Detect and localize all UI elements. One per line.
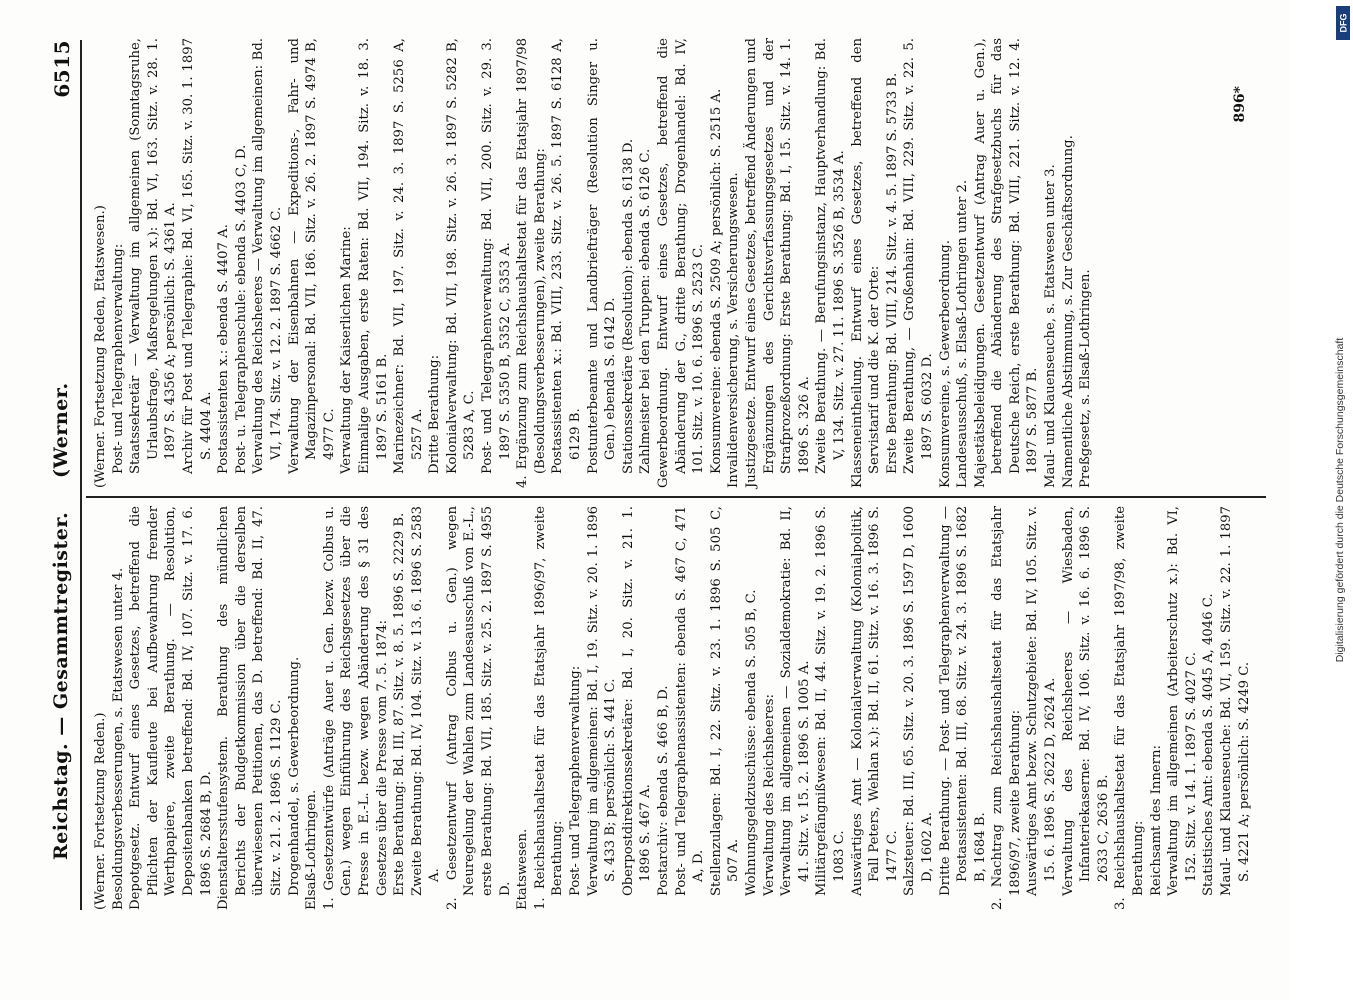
index-entry: Besoldungsverbesserungen, s. Etatswesen unter 4. — [110, 567, 126, 910]
index-entry: 2. Nachtrag zum Reichshaushaltsetat für das Etatsjahr 1896/97, zweite Berathung: — [990, 506, 1023, 910]
index-entry: Post- und Telegraphenverwaltung: — [110, 243, 126, 474]
dfg-logo — [1336, 6, 1350, 40]
index-entry: Stationssekretäre (Resolution): ebenda S. 6138 D. — [620, 138, 636, 474]
index-entry: Staatssekretär — Verwaltung im allgemeinen (Sonntagsruhe, Urlaubsfrage, Maßregelungen x.): Bd. VI, 163. Sitz. v. 28. 1. 1897 S. 4356 A; persönlich: S. 4361 A. — [128, 38, 179, 474]
index-entry: (Werner. Fortsetzung Reden, Etatswesen.) — [93, 205, 108, 488]
index-entry: Maul- und Klauenseuche, s. Etatswesen unter 3. — [1043, 164, 1059, 488]
index-entry: Post- und Telegraphenverwaltung: — [568, 665, 584, 896]
index-entry: Majestätsbeleidigungen. Gesetzentwurf (Antrag Auer u. Gen.), betreffend die Abänderung des Strafgesetzbuchs für das Deutsche Reich, erste Berathung: Bd. VIII, 221. Sitz. v. 12. 4. 1897 S. 5877 B. — [972, 38, 1041, 488]
index-entry: Konsumvereine, s. Gewerbeordnung. — [937, 240, 953, 488]
index-entry: Oberpostdirektionssekretäre: Bd. I, 20. Sitz. v. 21. 1. 1896 S. 467 A. — [620, 506, 654, 896]
index-entry: Auswärtiges Amt — Kolonialverwaltung (Kolonialpolitik, Fall Peters, Wehlan x.): Bd. II, 61. Sitz. v. 16. 3. 1896 S. 1477 C. — [849, 506, 900, 896]
index-entry: Verwaltung im allgemeinen (Arbeiterschutz x.): Bd. VI, 152. Sitz. v. 14. 1. 1897 S. 4027 C. — [1166, 506, 1199, 896]
index-entry: Verwaltung des Reichsheeres: — [761, 694, 777, 896]
running-header-name: (Werner. — [50, 382, 72, 478]
column-divider — [86, 496, 1266, 498]
index-entry: Justizgesetze. Entwurf eines Gesetzes, betreffend Änderungen und Ergänzungen des Gerichtsverfassungsgesetzes und der Strafprozeßordnung: Erste Berathung: Bd. I, 15. Sitz. v. 14. 1. 1896 S. 326 A. — [743, 38, 812, 488]
index-entry: Landesausschuß, s. Elsaß-Lothringen unter 2. — [955, 179, 971, 488]
dfg-logo-text: DFG — [1338, 13, 1348, 33]
index-entry: Verwaltung des Reichsheeres — Wiesbaden, Infanteriekaserne: Bd. IV, 106. Sitz. v. 16. 6. 1896 S. 2633 C, 2636 B. — [1060, 506, 1111, 896]
index-entry: Kolonialverwaltung: Bd. VII, 198. Sitz. v. 26. 3. 1897 S. 5282 B, 5283 A, C. — [444, 38, 478, 474]
index-entry: Postassistenten x.: Bd. VIII, 233. Sitz. v. 26. 5. 1897 S. 6128 A, 6129 B. — [550, 38, 584, 474]
index-entry: 2. Gesetzentwurf (Antrag Colbus u. Gen.) wegen Neuregelung der Wahlen zum Landesausschuß von E.-L., erste Berathung: Bd. VII, 185. Sitz. v. 25. 2. 1897 S. 4955 D. — [444, 506, 513, 910]
index-entry: Verwaltung der Eisenbahnen — Expeditions-, Fahr- und Magazinpersonal: Bd. VII, 186. Sitz. v. 26. 2. 1897 S. 4974 B, 4977 C. — [286, 38, 337, 474]
index-entry: Stellenzulagen: Bd. I, 22. Sitz. v. 23. 1. 1896 S. 505 C, 507 A. — [708, 506, 742, 896]
index-entry: 1. Gesetzentwürfe (Anträge Auer u. Gen. bezw. Colbus u. Gen.) wegen Einführung des Reichsgesetzes über die Presse in E.-L. bezw. wegen Abänderung des § 31 des Gesetzes über die Presse vom 7. 5. 1874: — [321, 506, 390, 910]
index-entry: Verwaltung im allgemeinen — Sozialdemokratie: Bd. II, 41. Sitz. v. 15. 2. 1896 S. 1005 A. — [779, 506, 812, 896]
digitization-note: Digitalisierung gefördert durch die Deutsche Forschungsgemeinschaft — [1334, 337, 1346, 663]
index-entry: Zahlmeister bei den Truppen: ebenda S. 6126 C. — [638, 148, 654, 474]
index-entry: Archiv für Post und Telegraphie: Bd. VI, 165. Sitz. v. 30. 1. 1897 S. 4404 A. — [180, 38, 214, 474]
index-entry: Post- und Telegraphenassistenten: ebenda S. 467 C, 471 A, D. — [673, 506, 707, 896]
running-header-title: Reichstag. — Gesammtregister. — [50, 511, 72, 860]
header-rule — [80, 40, 82, 910]
index-entry: Konsumvereine: ebenda S. 2509 A; persönlich: S. 2515 A. — [708, 88, 724, 474]
index-entry: 3. Reichshaushaltsetat für das Etatsjahr 1897/98, zweite Berathung: — [1113, 506, 1147, 910]
index-entry: Verwaltung des Reichsheeres — Verwaltung im allgemeinen: Bd. VI, 174. Sitz. v. 12. 2. 1897 S. 4662 C. — [251, 38, 284, 474]
index-entry: Zweite Berathung: Bd. IV, 104. Sitz. v. 13. 6. 1896 S. 2583 A. — [409, 506, 443, 896]
index-entry: 4. Ergänzung zum Reichshaushaltsetat für das Etatsjahr 1897/98 (Besoldungsverbesserungen), zweite Berathung: — [515, 38, 548, 488]
index-entry: Gewerbeordnung. Entwurf eines Gesetzes, betreffend die Abänderung der G., dritte Berathung; Drogenhandel: Bd. IV, 101. Sitz. v. 10. 6. 1896 S. 2523 C. — [656, 38, 707, 488]
index-entry: Marinezeichner: Bd. VII, 197. Sitz. v. 24. 3. 1897 S. 5256 A, 5257 A. — [392, 38, 425, 474]
index-entry: Dritte Berathung. — Post- und Telegraphenverwaltung — Postassistenten: Bd. III, 68. Sitz. v. 24. 3. 1896 S. 1682 B, 1684 B. — [937, 506, 988, 896]
signature-mark: 896* — [1232, 86, 1248, 123]
index-entry: Erste Berathung: Bd. VIII, 214. Sitz. v. 4. 5. 1897 S. 5733 B. — [884, 72, 900, 474]
index-entry: Postarchiv: ebenda S. 466 B, D. — [656, 685, 671, 896]
index-entry: Etatswesen. — [515, 828, 531, 910]
index-entry: Drogenhandel, s. Gewerbeordnung. — [286, 656, 302, 896]
index-entry: Dienstaltersstufensystem. Berathung des mündlichen Berichts der Budgetkommission über die derselben überwiesenen Petitionen, das D. betreffend: Bd. II, 47. Sitz. v. 21. 2. 1896 S. 1129 C. — [216, 506, 284, 910]
index-entry: Wohnungsgeldzuschüsse: ebenda S. 505 B, C. — [743, 589, 759, 896]
left-column — [92, 506, 1253, 910]
index-entry: Erste Berathung: Bd. III, 87. Sitz. v. 8. 5. 1896 S. 2229 B. — [392, 512, 408, 896]
index-entry: Namentliche Abstimmung, s. Zur Geschäftsordnung. — [1060, 135, 1076, 488]
index-entry: Preßgesetz, s. Elsaß-Lothringen. — [1078, 269, 1094, 488]
index-entry: Statistisches Amt: ebenda S. 4045 A, 4046 C. — [1201, 593, 1217, 896]
index-entry: Postunterbeamte und Landbriefträger (Resolution Singer u. Gen.) ebenda S. 6142 D. — [585, 38, 619, 474]
index-entry: Dritte Berathung: — [427, 354, 443, 474]
index-entry: Post- und Telegraphenverwaltung: Bd. VII, 200. Sitz. v. 29. 3. 1897 S. 5350 B, 5352 C, 5353 A. — [480, 38, 513, 474]
index-entry: Verwaltung im allgemeinen: Bd. I, 19. Sitz. v. 20. 1. 1896 S. 433 B; persönlich: S. 441 C. — [585, 506, 619, 896]
index-entry: Salzsteuer: Bd. III, 65. Sitz. v. 20. 3. 1896 S. 1597 D, 1600 D, 1602 A. — [902, 506, 935, 896]
index-entry: (Werner. Fortsetzung Reden.) — [93, 712, 108, 910]
index-entry: Depotgesetz. Entwurf eines Gesetzes, betreffend die Pflichten der Kaufleute bei Aufbewahrung fremder Werthpapiere, zweite Berathung. — Resolution, Depositenbanken betreffend: Bd. IV, 107. Sitz. v. 17. 6. 1896 S. 2684 B, D. — [128, 506, 214, 910]
index-entry: Elsaß-Lothringen. — [304, 789, 320, 910]
index-entry: Postassistenten x.: ebenda S. 4407 A. — [216, 224, 232, 474]
index-entry: Einmalige Ausgaben, erste Raten: Bd. VII, 194. Sitz. v. 18. 3. 1897 S. 5161 B. — [356, 38, 390, 474]
index-entry: Verwaltung der Kaiserlichen Marine: — [339, 226, 355, 474]
page-number: 6515 — [50, 40, 74, 98]
index-entry: Zweite Berathung, — Großenhain: Bd. VIII, 229. Sitz. v. 22. 5. 1897 S. 6032 D. — [902, 38, 935, 474]
index-entry: Klasseneintheilung. Entwurf eines Gesetzes, betreffend den Servistarif und die K. der Orte: — [849, 38, 883, 488]
index-entry: Post- u. Telegraphenschule: ebenda S. 4403 C, D. — [233, 144, 249, 474]
index-entry: Maul- und Klauenseuche: Bd. VI, 159. Sitz. v. 22. 1. 1897 S. 4221 A; persönlich: S. 4249 C. — [1219, 506, 1252, 896]
index-entry: Auswärtiges Amt bezw. Schutzgebiete: Bd. IV, 105. Sitz. v. 15. 6. 1896 S. 2622 D, 2624 A. — [1025, 506, 1059, 896]
index-entry: 1. Reichshaushaltsetat für das Etatsjahr 1896/97, zweite Berathung: — [532, 506, 566, 910]
index-entry: Reichsamt des Innern: — [1148, 745, 1164, 896]
index-entry: Invalidenversicherung, s. Versicherungswesen. — [726, 172, 742, 488]
right-column — [92, 38, 1095, 488]
index-entry: Militärgefängnißwesen: Bd. II, 44. Sitz. v. 19. 2. 1896 S. 1083 C. — [814, 506, 847, 896]
index-entry: Zweite Berathung. — Berufungsinstanz, Hauptverhandlung: Bd. V, 134. Sitz. v. 27. 11. 1896 S. 3526 B, 3534 A. — [814, 38, 847, 474]
